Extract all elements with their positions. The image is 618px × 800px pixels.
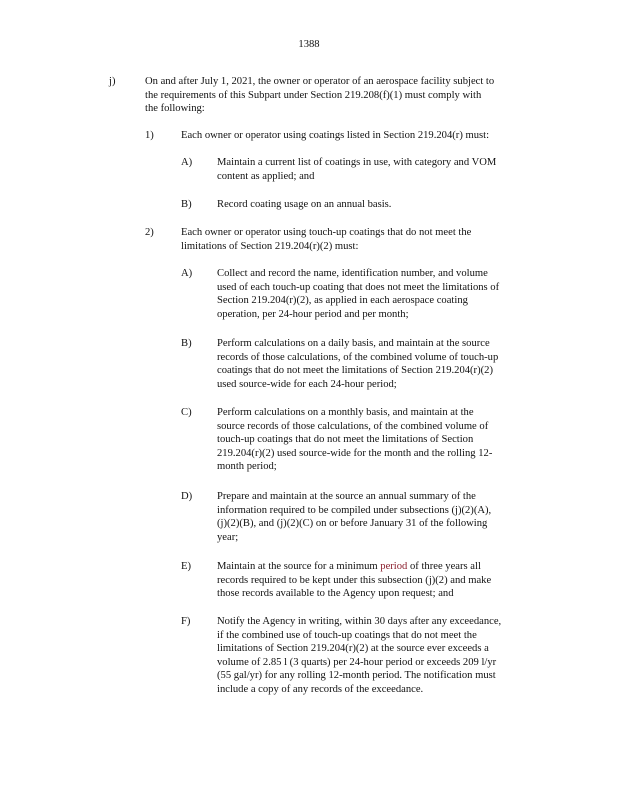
item-2-label: 2) <box>145 227 154 238</box>
item-2f-text-line: include a copy of any records of the exceedance. <box>217 683 424 695</box>
page-number: 1388 <box>298 39 320 50</box>
item-2c-label: C) <box>181 407 192 418</box>
item-2d-text-line: Prepare and maintain at the source an annual summary of the <box>217 491 476 502</box>
section-j-text-line: the requirements of this Subpart under Section 219.208(f)(1) must comply with <box>145 89 482 101</box>
section-j-text-line: On and after July 1, 2021, the owner or operator of an aerospace facility subject to <box>145 76 495 87</box>
item-2f-text-line: limitations of Section 219.204(r)(2) at the source ever exceeds a <box>217 643 489 654</box>
item-1-text-line: Each owner or operator using coatings listed in Section 219.204(r) must: <box>181 130 490 141</box>
item-2f-text-line: volume of 2.85 l (3 quarts) per 24-hour period or exceeds 209 l/yr <box>217 656 497 668</box>
item-2d-label: D) <box>181 491 193 502</box>
item-2c-text-line: source records of those calculations, of the combined volume of <box>217 420 489 432</box>
item-1b-label: B) <box>181 199 192 210</box>
item-1a-label: A) <box>181 157 193 168</box>
item-2-text-line: Each owner or operator using touch-up coatings that do not meet the <box>181 227 472 238</box>
item-2a-text-line: used of each touch-up coating that does not meet the limitations of <box>217 281 500 293</box>
item-2f-text-line: Notify the Agency in writing, within 30 days after any exceedance, <box>217 616 502 627</box>
item-2c-text-line: Perform calculations on a monthly basis, and maintain at the <box>217 407 474 418</box>
item-2c-text-line: touch-up coatings that do not meet the limitations of Section <box>217 434 474 445</box>
item-2b-text-line: used source-wide for each 24-hour period; <box>217 378 397 390</box>
item-2e-text-after: of three years all <box>407 561 481 572</box>
item-2f-text-line: if the combined use of touch-up coatings that do not meet the <box>217 629 477 641</box>
item-2d-text-line: information required to be compiled under subsections (j)(2)(A), <box>217 504 492 516</box>
item-2e-label: E) <box>181 561 191 572</box>
item-1a-text-line: content as applied; and <box>217 170 315 182</box>
item-1b-text-line: Record coating usage on an annual basis. <box>217 199 392 210</box>
item-1a-text-line: Maintain a current list of coatings in use, with category and VOM <box>217 157 497 168</box>
item-2e-text-line: records required to be kept under this subsection (j)(2) and make <box>217 574 492 586</box>
highlighted-word: period <box>380 561 408 572</box>
item-2b-text-line: coatings that do not meet the limitations of Section 219.204(r)(2) <box>217 365 493 376</box>
item-2b-text-line: Perform calculations on a daily basis, and maintain at the source <box>217 338 490 349</box>
item-2f-text-line: (55 gal/yr) for any rolling 12-month period. The notification must <box>217 670 496 681</box>
item-2f-label: F) <box>181 616 191 627</box>
item-2a-text-line: Collect and record the name, identification number, and volume <box>217 268 488 279</box>
item-2a-text-line: Section 219.204(r)(2), as applied in each aerospace coating <box>217 295 468 306</box>
item-2d-text-line: year; <box>217 531 239 543</box>
item-2b-text-line: records of those calculations, of the combined volume of touch-up <box>217 351 499 363</box>
item-2a-label: A) <box>181 268 193 279</box>
item-2e-text-line <box>217 560 481 574</box>
section-j-text-line: the following: <box>145 103 205 114</box>
item-1-label: 1) <box>145 130 154 141</box>
item-2b-label: B) <box>181 338 192 349</box>
item-2-text-line: limitations of Section 219.204(r)(2) must: <box>181 240 359 252</box>
item-2c-text-line: month period; <box>217 461 277 472</box>
section-j-label: j) <box>109 76 116 87</box>
item-2d-text-line: (j)(2)(B), and (j)(2)(C) on or before January 31 of the following <box>217 518 488 529</box>
item-2a-text-line: operation, per 24-hour period and per month; <box>217 308 409 320</box>
item-2c-text-line: 219.204(r)(2) used source-wide for the month and the rolling 12- <box>217 447 493 459</box>
item-2e-text-line: those records available to the Agency upon request; and <box>217 588 454 599</box>
item-2e-text-before: Maintain at the source for a minimum <box>217 561 381 572</box>
